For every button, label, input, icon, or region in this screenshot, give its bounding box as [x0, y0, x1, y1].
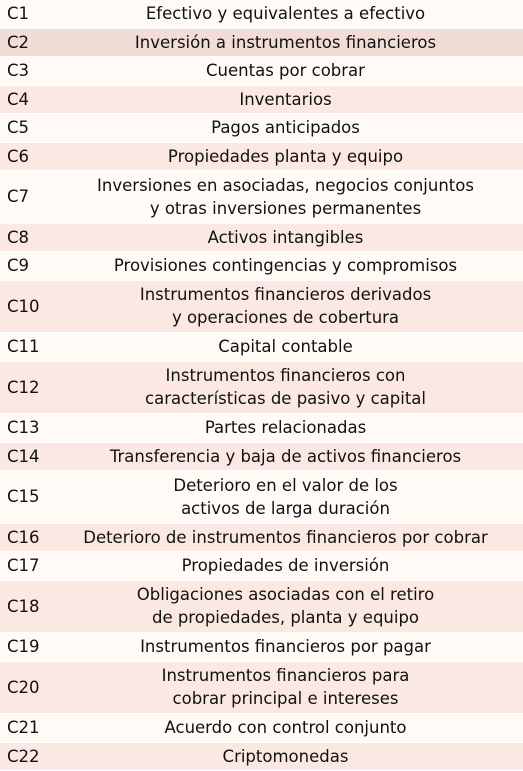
- row-code: C15: [0, 487, 50, 506]
- table-row[interactable]: [0, 333, 523, 362]
- row-description-line: activos de larga duración: [50, 497, 521, 520]
- row-code: C2: [0, 33, 50, 52]
- row-description-line: Partes relacionadas: [50, 416, 521, 439]
- table-row[interactable]: [0, 114, 523, 143]
- row-description: [50, 116, 523, 139]
- row-code: C17: [0, 556, 50, 575]
- row-code: C21: [0, 718, 50, 737]
- row-description: [50, 2, 523, 25]
- table-row[interactable]: [0, 29, 523, 58]
- row-description: [50, 145, 523, 168]
- row-description-line: Deterioro de instrumentos financieros por cobrar: [50, 526, 521, 549]
- row-description-line: Propiedades planta y equipo: [50, 145, 521, 168]
- row-description-line: Efectivo y equivalentes a efectivo: [50, 2, 521, 25]
- table-row[interactable]: [0, 252, 523, 281]
- table-row[interactable]: [0, 471, 523, 524]
- row-code: C5: [0, 118, 50, 137]
- row-description-line: Transferencia y baja de activos financieros: [50, 445, 521, 468]
- row-code: C18: [0, 597, 50, 616]
- table-row[interactable]: [0, 714, 523, 743]
- row-description-line: características de pasivo y capital: [50, 387, 521, 410]
- row-description: [50, 283, 523, 329]
- row-description-line: Criptomonedas: [50, 745, 521, 768]
- row-description-line: Instrumentos financieros para: [50, 664, 521, 687]
- table-row[interactable]: [0, 414, 523, 443]
- table-row[interactable]: [0, 581, 523, 634]
- table-row[interactable]: [0, 143, 523, 172]
- row-code: C19: [0, 637, 50, 656]
- row-code: C20: [0, 678, 50, 697]
- row-description: [50, 226, 523, 249]
- row-description-line: cobrar principal e intereses: [50, 687, 521, 710]
- row-description-line: Inversiones en asociadas, negocios conjuntos: [50, 174, 521, 197]
- row-code: C22: [0, 747, 50, 766]
- row-description: [50, 31, 523, 54]
- row-code: C10: [0, 297, 50, 316]
- row-description: [50, 526, 523, 549]
- table-row[interactable]: [0, 662, 523, 715]
- row-description-line: Instrumentos financieros por pagar: [50, 635, 521, 658]
- row-code: C4: [0, 90, 50, 109]
- table-row[interactable]: [0, 224, 523, 253]
- table-row[interactable]: [0, 443, 523, 472]
- row-description-line: Inventarios: [50, 88, 521, 111]
- row-code: C7: [0, 187, 50, 206]
- row-description: [50, 745, 523, 768]
- row-description: [50, 88, 523, 111]
- row-description-line: Propiedades de inversión: [50, 554, 521, 577]
- table-row[interactable]: [0, 552, 523, 581]
- row-description: [50, 664, 523, 710]
- row-description: [50, 335, 523, 358]
- row-description: [50, 716, 523, 739]
- row-description-line: Instrumentos financieros con: [50, 364, 521, 387]
- row-description-line: Capital contable: [50, 335, 521, 358]
- row-description-line: y otras inversiones permanentes: [50, 197, 521, 220]
- row-code: C3: [0, 61, 50, 80]
- row-description: [50, 445, 523, 468]
- row-description: [50, 59, 523, 82]
- row-description-line: Instrumentos financieros derivados: [50, 283, 521, 306]
- row-description: [50, 416, 523, 439]
- row-description-line: Provisiones contingencias y compromisos: [50, 254, 521, 277]
- table-row[interactable]: [0, 743, 523, 771]
- table-row[interactable]: [0, 524, 523, 553]
- table-row[interactable]: [0, 57, 523, 86]
- row-description-line: Acuerdo con control conjunto: [50, 716, 521, 739]
- row-description: [50, 174, 523, 220]
- table-row[interactable]: [0, 86, 523, 115]
- row-description: [50, 554, 523, 577]
- row-description-line: Cuentas por cobrar: [50, 59, 521, 82]
- row-description: [50, 254, 523, 277]
- table-row[interactable]: [0, 362, 523, 415]
- row-code: C9: [0, 256, 50, 275]
- row-description: [50, 364, 523, 410]
- row-code: C1: [0, 4, 50, 23]
- row-description-line: Deterioro en el valor de los: [50, 474, 521, 497]
- table-row[interactable]: [0, 281, 523, 334]
- row-description: [50, 474, 523, 520]
- row-code: C16: [0, 528, 50, 547]
- row-code: C11: [0, 337, 50, 356]
- row-description: [50, 635, 523, 658]
- row-code: C12: [0, 378, 50, 397]
- table-row[interactable]: [0, 171, 523, 224]
- row-code: C14: [0, 447, 50, 466]
- row-code: C6: [0, 147, 50, 166]
- table-row[interactable]: [0, 633, 523, 662]
- row-description-line: Pagos anticipados: [50, 116, 521, 139]
- row-description-line: Inversión a instrumentos financieros: [50, 31, 521, 54]
- row-description: [50, 583, 523, 629]
- table-row[interactable]: [0, 0, 523, 29]
- row-description-line: Obligaciones asociadas con el retiro: [50, 583, 521, 606]
- row-description-line: y operaciones de cobertura: [50, 306, 521, 329]
- row-code: C8: [0, 228, 50, 247]
- row-description-line: Activos intangibles: [50, 226, 521, 249]
- row-description-line: de propiedades, planta y equipo: [50, 606, 521, 629]
- row-code: C13: [0, 418, 50, 437]
